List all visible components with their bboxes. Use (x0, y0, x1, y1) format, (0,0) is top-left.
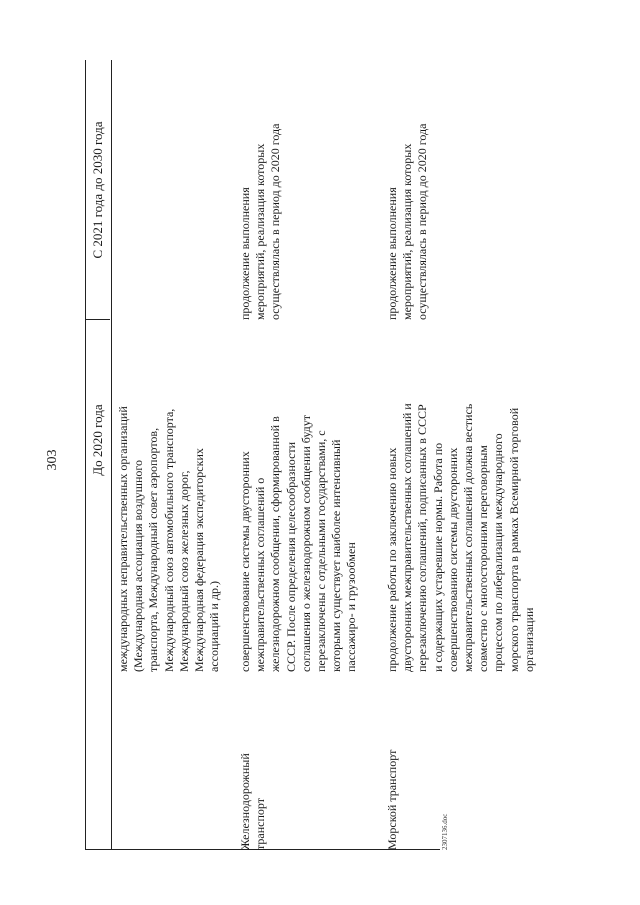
table-rule-top (85, 60, 86, 850)
rotated-table (45, 60, 536, 850)
column-header-2: С 2021 года до 2030 года (90, 121, 105, 259)
row-1-col1: совершенствование системы двусторонних межправительственных соглашений о железнодорожном сообщении, сформированной в СССР. После определения целесообразности соглашения о железнодорожном сообщении будут перезаключены с отдельными государствами, с которыми существует наиболее интенсивный пассажиро- и грузообмен (238, 414, 359, 672)
row-1-col2: продолжение выполнения мероприятий, реализация которых осуществлялась в период до 2020 года (238, 123, 283, 320)
column-header-1: До 2020 года (90, 404, 105, 476)
footer-filename: 2307136.doc (441, 813, 449, 850)
page-number: 303 (45, 449, 60, 471)
row-2-col1: продолжение работы по заключению новых двусторонних межправительственных соглашений и перезаключению соглашений, подписанных в СССР и содержащих устаревшие нормы. Работа по совершенствованию системы двусторонних межправительственных соглашений должна вестись совместно с многосторонним переговорным процессом по либерализации международного морского транспорта в рамках Всемирной торговой организации (385, 403, 536, 672)
row-2-label: Морской транспорт (385, 749, 399, 850)
row-0-col1: международных неправительственных организаций (Международная ассоциация воздушного транспорта, Международный совет аэропортов, Международный союз автомобильного транспорта, Международный союз железных дорог, Международная федерация экспедиторских ассоциаций и др.) (116, 406, 222, 672)
row-2-col2: продолжение выполнения мероприятий, реализация которых осуществлялась в период до 2020 года (385, 123, 430, 320)
header-rule (111, 60, 112, 850)
row-1-label: Железнодорожный транспорт (238, 753, 268, 850)
